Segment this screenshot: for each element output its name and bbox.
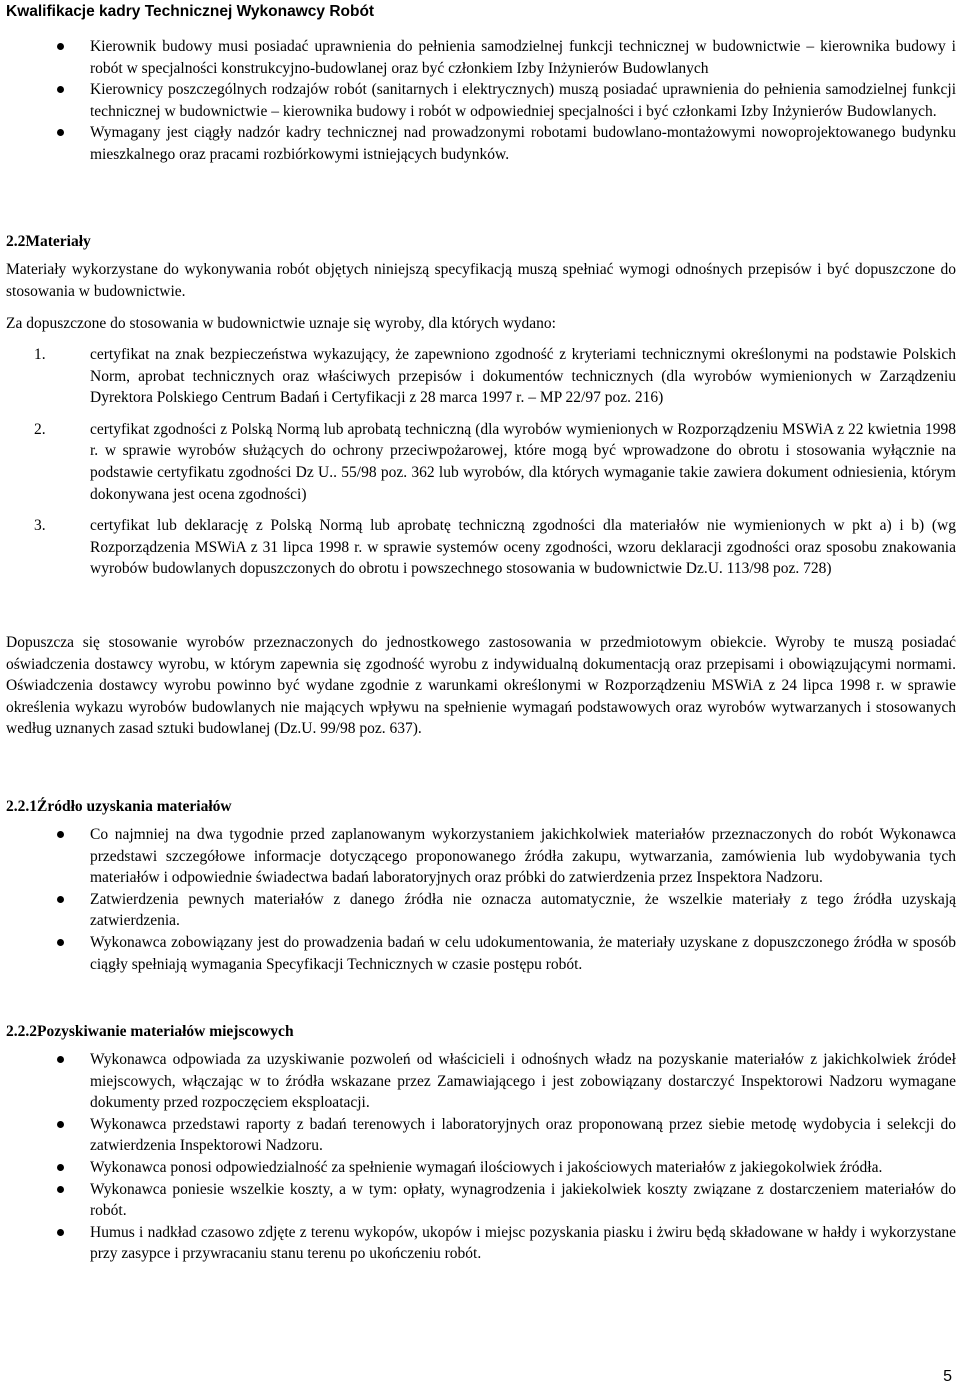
bullet-icon: [57, 1229, 64, 1236]
materials-admission: Za dopuszczone do stosowania w budownictwie uznaje się wyroby, dla których wydano:: [6, 315, 556, 332]
list-item: Wykonawca zobowiązany jest do prowadzenia badań w celu udokumentowania, że materiały uzyskane z dopuszczonego źródła w sposób ciągły spełniają wymagania Specyfikacji Technicznych w czasie postępu robót.: [0, 932, 956, 975]
bullet-icon: [57, 1056, 64, 1063]
qualifications-list: [0, 36, 956, 166]
bullet-icon: [57, 86, 64, 93]
materials-intro: Materiały wykorzystane do wykonywania robót objętych niniejszą specyfikacją muszą spełniać wymogi odnośnych przepisów i być dopuszczone do stosowania w budownictwie.: [6, 261, 956, 300]
list-item: Wymagany jest ciągły nadzór kadry technicznej nad prowadzonymi robotami budowlano-montażowymi nowoprojektowanego budynku mieszkalnego oraz pracami rozbiórkowymi istniejących budynków.: [0, 122, 956, 165]
list-item: Wykonawca przedstawi raporty z badań terenowych i laboratoryjnych oraz proponowaną przez siebie metodę wydobycia i selekcji do zatwierdzenia Inspektorowi Nadzoru.: [0, 1114, 956, 1157]
list-item: Wykonawca odpowiada za uzyskiwanie pozwoleń od właścicieli i odnośnych władz na pozyskanie materiałów z jakichkolwiek źródeł miejscowych, włączając w to źródła wskazane przez Zamawiającego i jest zobowiązany dostarczyć Inspektorowi Nadzoru wymagane dokumenty przed rozpoczęciem eksploatacji.: [0, 1049, 956, 1114]
list-item: Wykonawca poniesie wszelkie koszty, a w tym: opłaty, wynagrodzenia i jakiekolwiek koszty związane z dostarczeniem materiałów do robót.: [0, 1179, 956, 1222]
bullet-icon: [57, 129, 64, 136]
certificate-list: [0, 344, 956, 580]
list-item: Humus i nadkład czasowo zdjęte z terenu wykopów, ukopów i miejsc pozyskania piasku i żwiru będą składowane w hałdy i wykorzystane przy zasypce i przywracaniu stanu terenu po ukończeniu robót.: [0, 1222, 956, 1265]
bullet-icon: [57, 43, 64, 50]
list-item: Kierownik budowy musi posiadać uprawnienia do pełnienia samodzielnej funkcji technicznej w budownictwie – kierownika budowy i robót w specjalności konstrukcyjno-budowlanej oraz być członkiem Izby Inżynierów Budowlanych: [0, 36, 956, 79]
section-title-local: 2.2.2Pozyskiwanie materiałów miejscowych: [6, 1023, 294, 1040]
source-list: [0, 824, 956, 975]
bullet-icon: [57, 939, 64, 946]
list-item: 2. certyfikat zgodności z Polską Normą lub aprobatą techniczną (dla wyrobów wymienionych w Rozporządzeniu MSWiA z 22 kwietnia 1998 r. w sprawie wyrobów służących do ochrony przeciwpożarowej, które mogą być wprowadzone do obrotu i stosowania wyłącznie na podstawie certyfikatu zgodności Dz U.. 55/98 poz. 362 lub wyrobów, dla których wymaganie takie zawiera dokument odniesienia, którym dokonywana jest ocena zgodności): [34, 420, 956, 503]
bullet-icon: [57, 896, 64, 903]
bullet-icon: [57, 1121, 64, 1128]
bullet-icon: [57, 1186, 64, 1193]
bullet-icon: [57, 1164, 64, 1171]
list-item: Kierownicy poszczególnych rodzajów robót (sanitarnych i elektrycznych) muszą posiadać uprawnienia do pełnienia samodzielnej funkcji technicznej w budownictwie – kierownika budowy i robót w odpowiedniej specjalności i być członkami Izby Inżynierów Budowlanych.: [0, 79, 956, 122]
section-title-source: 2.2.1Źródło uzyskania materiałów: [6, 798, 232, 815]
single-use-paragraph: Dopuszcza się stosowanie wyrobów przeznaczonych do jednostkowego zastosowania w przedmiotowym obiekcie. Wyroby te muszą posiadać oświadczenia dostawcy wyrobu, w którym zapewnia się zgodność wyrobu z indywidualną dokumentacją oraz przepisami i obowiązującymi normami. Oświadczenia dostawcy wyrobu powinno być wydane zgodnie z warunkami określonymi w Rozporządzeniu MSWiA z 24 lipca 1998 r. w sprawie określenia wykazu wyrobów budowlanych nie mających wpływu na spełnienie wymagań podstawowych oraz wyrobów wytwarzanych i stosowanych według uznanych zasad sztuki budowlanej (Dz.U. 99/98 poz. 637).: [6, 634, 956, 738]
page-heading: Kwalifikacje kadry Technicznej Wykonawcy Robót: [6, 3, 375, 20]
list-item: 3. certyfikat lub deklarację z Polską Normą lub aprobatę techniczną zgodności dla materiałów nie wymienionych w pkt a) i b) (wg Rozporządzenia MSWiA z 31 lipca 1998 r. w sprawie systemów oceny zgodności, wzoru deklaracji zgodności oraz sposobu znakowania wyrobów budowlanych dopuszczonych do obrotu i powszechnego stosowania w budownictwie Dz.U. 113/98 poz. 728): [34, 517, 956, 578]
list-item: 1. certyfikat na znak bezpieczeństwa wykazujący, że zapewniono zgodność z kryteriami technicznymi określonymi na podstawie Polskich Norm, aprobat technicznych oraz właściwych przepisów i dokumentów technicznych (dla wyrobów wymienionych w Zarządzeniu Dyrektora Polskiego Centrum Badań i Certyfikacji z 28 marca 1997 r. – MP 22/97 poz. 216): [34, 346, 956, 407]
section-title-materials: 2.2Materiały: [6, 233, 91, 250]
list-item: Co najmniej na dwa tygodnie przed zaplanowanym wykorzystaniem jakichkolwiek materiałów przeznaczonych do robót Wykonawca przedstawi szczegółowe informacje dotyczącego proponowanego źródła zakupu, wytwarzania, zamówienia lub wydobywania tych materiałów i odpowiednie świadectwa badań laboratoryjnych oraz próbki do zatwierdzenia przez Inspektora Nadzoru.: [0, 824, 956, 889]
list-item: Wykonawca ponosi odpowiedzialność za spełnienie wymagań ilościowych i jakościowych materiałów z jakiegokolwiek źródła.: [0, 1157, 956, 1179]
list-item: Zatwierdzenia pewnych materiałów z danego źródła nie oznacza automatycznie, że wszelkie materiały z tego źródła uzyskają zatwierdzenia.: [0, 889, 956, 932]
page-number: 5: [943, 1368, 952, 1385]
local-materials-list: [0, 1049, 956, 1265]
bullet-icon: [57, 831, 64, 838]
